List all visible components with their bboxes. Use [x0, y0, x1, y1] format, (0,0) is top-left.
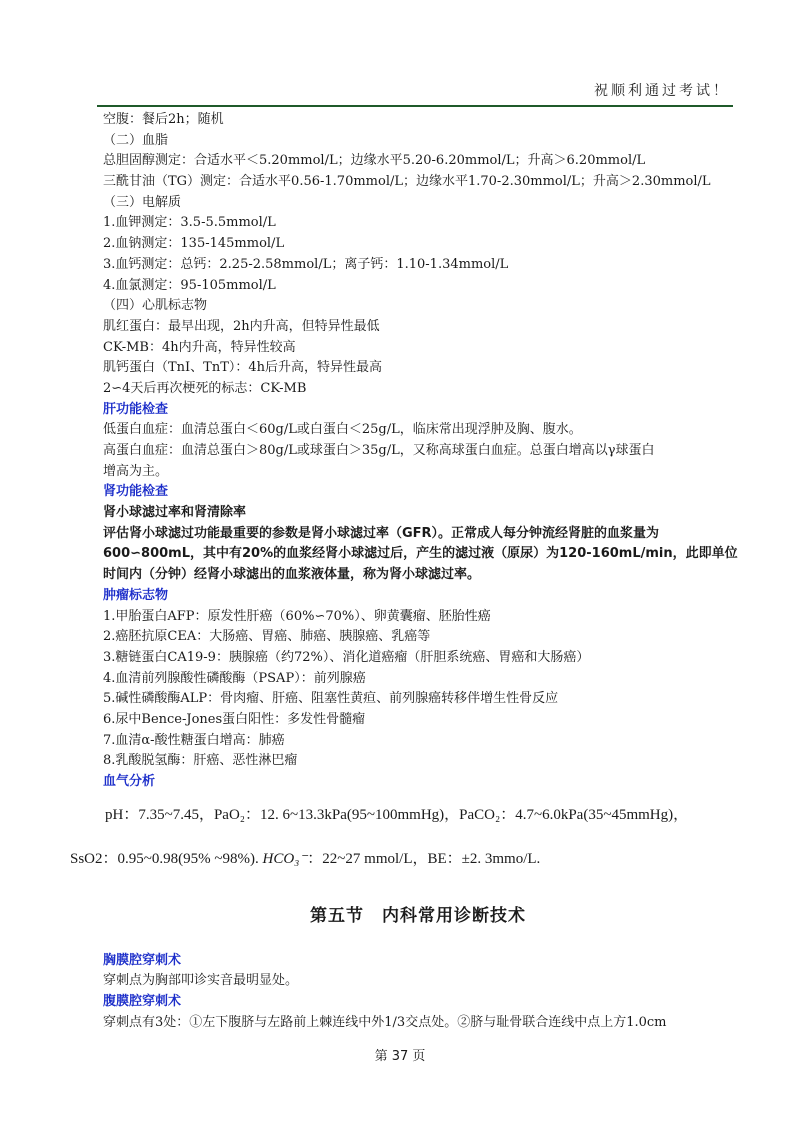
list-item: 4.血清前列腺酸性磷酸酶（PSAP）：前列腺癌 — [103, 670, 366, 686]
text-line: 肌红蛋白：最早出现，2h内升高，但特异性最低 — [103, 318, 380, 334]
text-line: 高蛋白血症：血清总蛋白＞80g/L或球蛋白＞35g/L，又称高球蛋白血症。总蛋白增高以γ球蛋白 — [103, 443, 655, 458]
text-line: 穿刺点为胸部叩诊实音最明显处。 — [103, 973, 299, 989]
text-line: 空腹：餐后2h；随机 — [103, 112, 224, 127]
text-line: 增高为主。 — [103, 463, 169, 479]
abdominocentesis-heading: 腹膜腔穿刺术 — [103, 994, 182, 1010]
text-line: （三）电解质 — [103, 194, 182, 210]
text-line: 评估肾小球滤过功能最重要的参数是肾小球滤过率（GFR）。正常成人每分钟流经肾脏的血浆量为 — [103, 525, 660, 541]
text-line: 2∽4天后再次梗死的标志：CK-MB — [103, 380, 307, 396]
text-line: 时间内（分钟）经肾小球滤出的血浆液体量，称为肾小球滤过率。 — [103, 567, 481, 583]
text-line: 1.血钾测定：3.5-5.5mmol/L — [103, 215, 276, 231]
blood-gas-formula-2-end: ：22~27 mmol/L，BE：±2. 3mmo/L. — [307, 850, 541, 867]
list-item: 8.乳酸脱氢酶：肝癌、恶性淋巴瘤 — [103, 753, 298, 769]
text-line: 低蛋白血症：血清总蛋白＜60g/L或白蛋白＜25g/L，临床常出现浮肿及胸、腹水。 — [103, 422, 582, 438]
thoracentesis-heading: 胸膜腔穿刺术 — [103, 952, 182, 968]
page-number: 第 37 页 — [374, 1049, 426, 1064]
list-item: 2.癌胚抗原CEA：大肠癌、胃癌、肺癌、胰腺癌、乳癌等 — [103, 629, 431, 645]
blood-gas-formula-2 — [70, 837, 733, 881]
kidney-subheading: 肾小球滤过率和肾清除率 — [103, 505, 247, 521]
list-item: 1.甲胎蛋白AFP：原发性肝癌（60%∽70%）、卵黄囊瘤、胚胎性癌 — [103, 608, 491, 624]
bicarbonate-symbol: HCO₃⁻ — [262, 850, 308, 867]
text-line: 三酰甘油（TG）测定：合适水平0.56-1.70mmol/L；边缘水平1.70-2.30mmol/L；升高＞2.30mmol/L — [103, 174, 711, 190]
text-line: 3.血钙测定：总钙：2.25-2.58mmol/L；离子钙：1.10-1.34mmol/L — [103, 256, 509, 272]
text-line: 2.血钠测定：135-145mmol/L — [103, 236, 285, 252]
text-line: CK-MB：4h内升高，特异性较高 — [103, 339, 296, 355]
liver-function-heading: 肝功能检查 — [103, 401, 169, 417]
list-item: 5.碱性磷酸酶ALP：骨肉瘤、肝癌、阻塞性黄疸、前列腺癌转移伴增生性骨反应 — [103, 691, 559, 707]
text-line: 4.血氯测定：95-105mmol/L — [103, 277, 276, 293]
header-divider — [97, 105, 733, 107]
page-header-slogan: 祝顺利通过考试！ — [594, 83, 730, 99]
blood-gas-formula-2-start: SsO2：0.95~0.98(95% ~98%). — [70, 850, 259, 867]
kidney-function-heading: 肾功能检查 — [103, 484, 169, 500]
page-content — [70, 110, 738, 1033]
text-line: （二）血脂 — [103, 132, 169, 148]
text-line: 肌钙蛋白（TnI、TnT）：4h后升高，特异性最高 — [103, 360, 383, 376]
blood-gas-formula-1: pH：7.35~7.45，PaO₂：12. 6~13.3kPa(95~100mmHg)，PaCO₂：4.7~6.0kPa(35~45mmHg)， — [105, 806, 689, 823]
blood-gas-heading: 血气分析 — [103, 774, 156, 789]
text-line: 总胆固醇测定：合适水平＜5.20mmol/L；边缘水平5.20-6.20mmol/L；升高＞6.20mmol/L — [103, 153, 646, 169]
text-line: 穿刺点有3处：①左下腹脐与左路前上棘连线中外1/3交点处。②脐与耻骨联合连线中点上方1.0cm — [103, 1014, 667, 1030]
list-item: 7.血清α-酸性糖蛋白增高：肺癌 — [103, 732, 285, 748]
list-item: 6.尿中Bence-Jones蛋白阳性：多发性骨髓瘤 — [103, 711, 366, 727]
tumor-marker-heading: 肿瘤标志物 — [103, 587, 169, 603]
list-item: 3.糖链蛋白CA19-9：胰腺癌（约72%）、消化道癌瘤（肝胆系统癌、胃癌和大肠癌） — [103, 649, 590, 665]
section-title: 第五节 内科常用诊断技术 — [310, 905, 526, 926]
text-line: 600∽800mL，其中有20%的血浆经肾小球滤过后，产生的滤过液（原尿）为120-160mL/min，此即单位 — [103, 546, 738, 562]
text-line: （四）心肌标志物 — [103, 298, 208, 314]
